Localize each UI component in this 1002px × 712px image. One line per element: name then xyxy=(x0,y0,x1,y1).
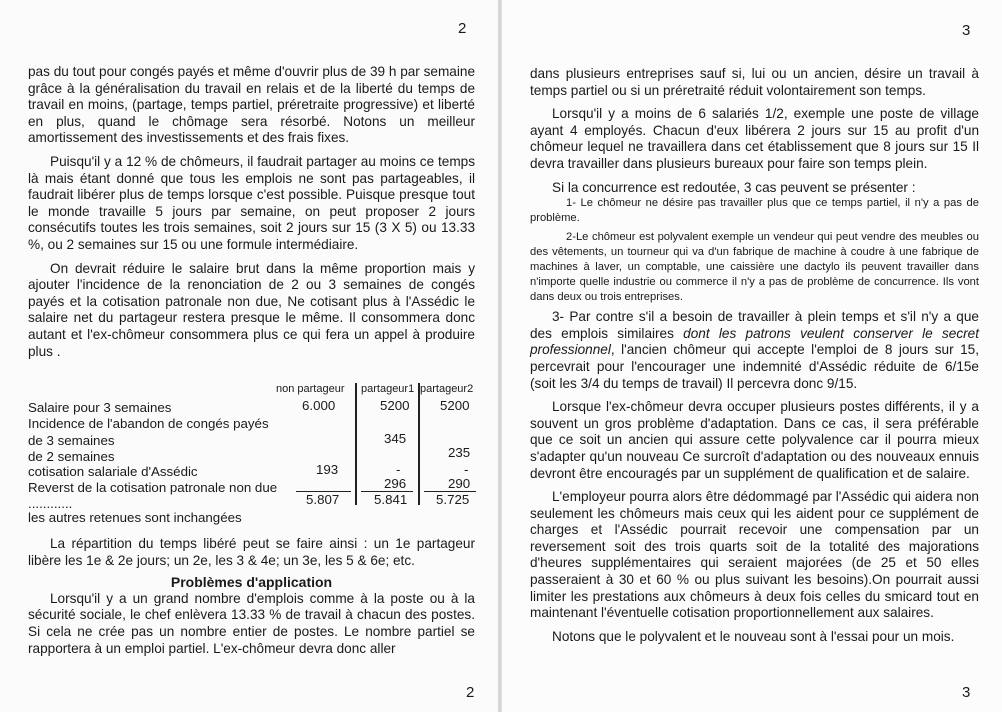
paragraph: Lorsque l'ex-chômeur devra occuper plusieurs postes différents, il y a souvent un gros problème d'adaptation. Dans ce cas, il sera préférable que ce soit un ancien qui assure cette polyvalence car il pourra mieux s'adapter qu'un nouveau Ce surcroît d'adaptation ou des nouveaux ennuis devront être encouragés par un supplément de qualification et de salaire. xyxy=(530,399,979,481)
table-cell: 5200 xyxy=(440,398,470,413)
right-text xyxy=(530,66,979,645)
table-header: partageur2 xyxy=(420,383,474,395)
table-divider xyxy=(355,383,357,505)
paragraph: dans plusieurs entreprises sauf si, lui ou un ancien, désire un travail à temps partiel ou si un préretraité réduit volontairement son temps. xyxy=(530,66,979,98)
section-heading: Problèmes d'application xyxy=(170,574,333,591)
paragraph xyxy=(530,309,979,392)
left-text-top xyxy=(28,64,475,360)
case-paragraph: 2-Le chômeur est polyvalent exemple un vendeur qui peut vendre des meubles ou des vêtements, un tourneur qui va d'un fabrique de machine à coudre à une fabrique de machines à laver, un comptable, une caissière une dactylo ils peuvent travailler dans n'importe quelle industrie ou commerce il n'y a pas de problème de concurrence. Ils vont dans deux ou trois entreprises. xyxy=(530,231,979,304)
table-row-label: ............ xyxy=(28,496,73,511)
table-cell: 290 xyxy=(448,476,471,491)
right-page xyxy=(502,0,1002,712)
table-cell: 235 xyxy=(448,445,471,460)
table-cell: 193 xyxy=(316,462,339,477)
table-header: non partageur xyxy=(276,383,345,395)
case3-italic: dont les patrons veulent conserver le secret professionnel xyxy=(530,325,979,358)
table-row-label: Salaire pour 3 semaines xyxy=(28,400,172,415)
paragraph: Si la concurrence est redoutée, 3 cas peuvent se présenter : xyxy=(552,179,916,195)
paragraph: pas du tout pour congés payés et même d'ouvrir plus de 39 h par semaine grâce à la généralisation du travail en relais et de la liberté du temps de travail en moins, (partage, temps partiel, préretraite progressive) et liberté en plus, quand le chômage sera résorbé. Notons un meilleur amortissement des investissements et des frais fixes. xyxy=(28,64,475,146)
table-cell: 5.807 xyxy=(306,492,340,507)
paragraph: On devrait réduire le salaire brut dans la même proportion mais y ajouter l'incidence de la renonciation de 2 ou 3 semaines de congés payés et la cotisation patronale non due, Ne cotisant plus à l'Assédic le salaire net du partageur restera presque le même. Il consommera donc autant et l'ex-chômeur consommera plus ce qui fera un appel à produire plus . xyxy=(28,260,475,359)
paragraph: Lorsqu'il y a un grand nombre d'emplois comme à la poste ou à la sécurité sociale, le chef enlèvera 13.33 % de travail à chacun des postes. Si cela ne crée pas un nombre entier de postes. Le nombre partiel se rapportera à un emploi partiel. L'ex-chômeur devra donc aller xyxy=(28,590,475,656)
table-cell: 345 xyxy=(384,431,407,446)
table-cell: - xyxy=(464,462,469,477)
paragraph: L'employeur pourra alors être dédommagé par l'Assédic qui aidera non seulement les chômeurs mais ceux qui les aident pour ce supplément de charges et l'Assédic pourrait recevoir une compensation par un reversement soit des trois quarts soit de la totalité des majorations d'heures supplémentaires qui seraient majorées (de 25 et 50 elles passeraient à 30 et 60 % ou plus suivant les besoins).On pourrait aussi limiter les prestations aux chômeurs à deux fois celles du smicard tout en maintenant l'éventuelle cotisation proportionnellement aux salaires. xyxy=(530,489,979,621)
table-cell: 296 xyxy=(384,476,407,491)
table-cell: 5200 xyxy=(380,398,410,413)
salary-table xyxy=(28,383,484,523)
page-number-top: 2 xyxy=(458,20,467,37)
table-cell: - xyxy=(396,462,401,477)
page-number-bottom: 2 xyxy=(466,684,475,701)
paragraph: Notons que le polyvalent et le nouveau sont à l'essai pour un mois. xyxy=(552,628,955,644)
table-row-label: cotisation salariale d'Assédic xyxy=(28,464,198,479)
paragraph: La répartition du temps libéré peut se faire ainsi : un 1e partageur libère les 1e & 2e jours; un 2e, les 3 & 4e; un 3e, les 5 & 6e; etc. xyxy=(28,536,475,568)
page-number-top: 3 xyxy=(962,22,971,39)
table-divider xyxy=(418,383,420,505)
table-row-label: Incidence de l'abandon de congés payés xyxy=(28,416,269,431)
table-row-label: de 2 semaines xyxy=(28,449,115,464)
table-header: partageur1 xyxy=(361,383,415,395)
case3-text: 3- Par contre s'il a besoin de travailler à plein temps et s'il n'y a que des emplois similaires xyxy=(530,309,979,341)
case-paragraph: 1- Le chômeur ne désire pas travailler plus que ce temps partiel, il n'y a pas de problème. xyxy=(530,197,979,225)
table-cell: 5.841 xyxy=(374,492,408,507)
table-cell: 6.000 xyxy=(302,398,336,413)
case3-text-end: , l'ancien chômeur qui accepte l'emploi de 8 jours sur 15, percevrait pour l'encourager une indemnité d'Assédic réduite de 6/15e (soit les 3/4 du temps de travail) Il percevra donc 9/15. xyxy=(530,342,979,391)
page-number-bottom: 3 xyxy=(962,684,971,701)
table-cell: 5.725 xyxy=(436,492,470,507)
paragraph: Puisqu'il y a 12 % de chômeurs, il faudrait partager au moins ce temps là mais étant donné que tous les emplois ne sont pas partageables, il faudrait libérer plus de temps lorsque c'est possible. Puisque presque tout le monde travaille 5 jours par semaine, on peut proposer 2 jours consécutifs toutes les trois semaines, soit 2 jours sur 15 (3 X 5) ou 13.33 %, ou 2 semaines sur 15 ou une formule intermédiaire. xyxy=(28,153,475,252)
table-row-label: Reverst de la cotisation patronale non due xyxy=(28,480,278,495)
table-row-label: les autres retenues sont inchangées xyxy=(28,510,242,525)
paragraph: Lorsqu'il y a moins de 6 salariés 1/2, exemple une poste de village ayant 4 employés. Chacun d'eux libérera 2 jours sur 15 au profit d'un chômeur lequel ne travaillera dans cet établissement que 8 jours sur 15 Il devra travailler dans plusieurs bureaux pour faire son temps plein. xyxy=(530,106,979,171)
table-row-label: de 3 semaines xyxy=(28,433,115,448)
left-page xyxy=(0,0,498,712)
left-text-bottom xyxy=(28,536,475,657)
